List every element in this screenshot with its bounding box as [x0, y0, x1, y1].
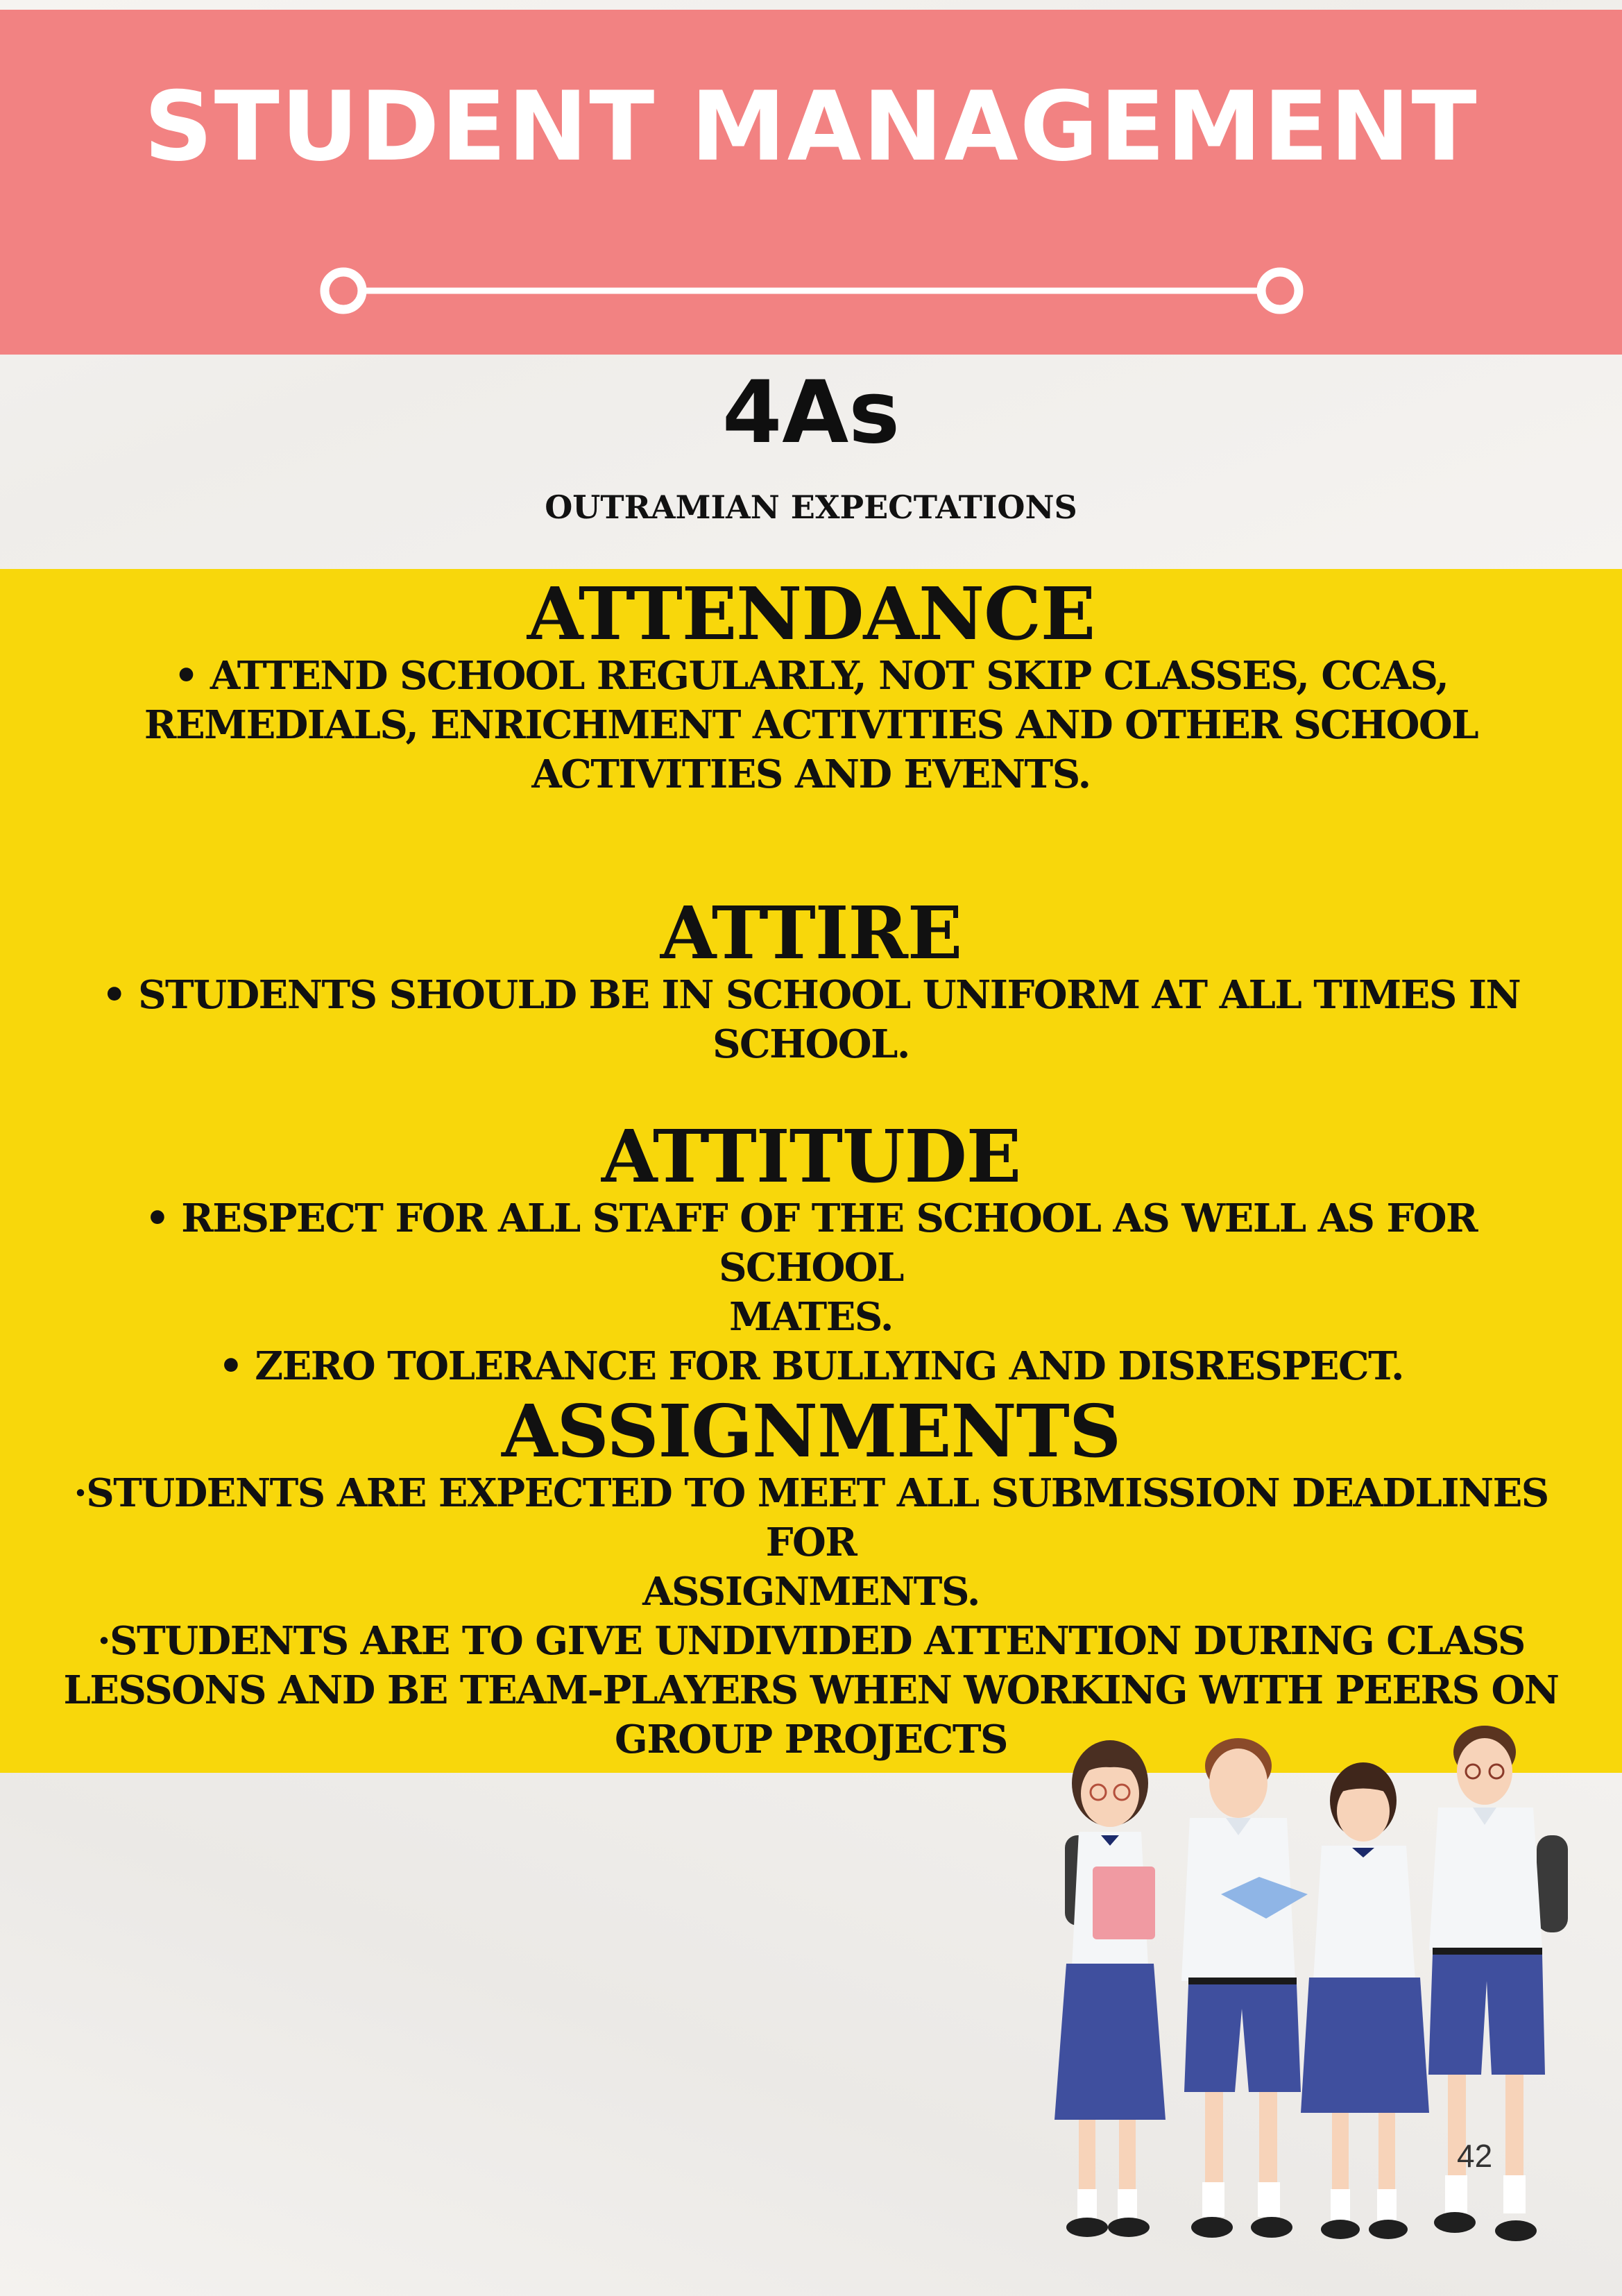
header-banner [0, 10, 1622, 355]
attitude-heading: ATTITUDE [601, 1114, 1021, 1199]
assignments-line: GROUP PROJECTS [615, 1717, 1007, 1763]
student-girl-2-figure [1301, 1762, 1429, 2239]
section-caption: OUTRAMIAN EXPECTATIONS [545, 488, 1077, 526]
section-title-4as: 4As [722, 363, 900, 463]
student-boy-2-figure [1428, 1726, 1568, 2241]
page-title: STUDENT MANAGEMENT [144, 71, 1478, 182]
attitude-line: MATES. [729, 1294, 893, 1341]
attire-section [49, 890, 1573, 1069]
attire-line: SCHOOL. [712, 1021, 910, 1068]
assignments-section [49, 1388, 1573, 1764]
attendance-heading: ATTENDANCE [527, 571, 1095, 656]
attendance-line: REMEDIALS, ENRICHMENT ACTIVITIES AND OTHER SCHOOL [144, 702, 1478, 749]
attitude-line: • ZERO TOLERANCE FOR BULLYING AND DISRESPECT. [218, 1343, 1404, 1390]
assignments-line: ·STUDENTS ARE EXPECTED TO MEET ALL SUBMISSION DEADLINES FOR [74, 1470, 1548, 1566]
attitude-section [49, 1114, 1573, 1391]
student-boy-1-figure [1181, 1738, 1308, 2238]
attendance-section [49, 571, 1573, 799]
page-number: 42 [1457, 2138, 1493, 2174]
attendance-line: • ATTEND SCHOOL REGULARLY, NOT SKIP CLASSES, CCAS, [173, 653, 1449, 699]
students-illustration [1023, 1717, 1578, 2265]
attire-line: • STUDENTS SHOULD BE IN SCHOOL UNIFORM AT ALL TIMES IN [101, 972, 1521, 1019]
attitude-line: • RESPECT FOR ALL STAFF OF THE SCHOOL AS WELL AS FOR SCHOOL [144, 1196, 1478, 1291]
assignments-line: ASSIGNMENTS. [642, 1569, 980, 1615]
attendance-line: ACTIVITIES AND EVENTS. [531, 751, 1091, 798]
student-girl-1-figure [1055, 1740, 1166, 2237]
assignments-line: ·STUDENTS ARE TO GIVE UNDIVIDED ATTENTION DURING CLASS [97, 1618, 1525, 1665]
assignments-line: LESSONS AND BE TEAM-PLAYERS WHEN WORKING WITH PEERS ON [63, 1667, 1559, 1714]
assignments-heading: ASSIGNMENTS [501, 1388, 1121, 1474]
decorative-line-icon [319, 266, 1304, 315]
attire-heading: ATTIRE [660, 890, 962, 976]
